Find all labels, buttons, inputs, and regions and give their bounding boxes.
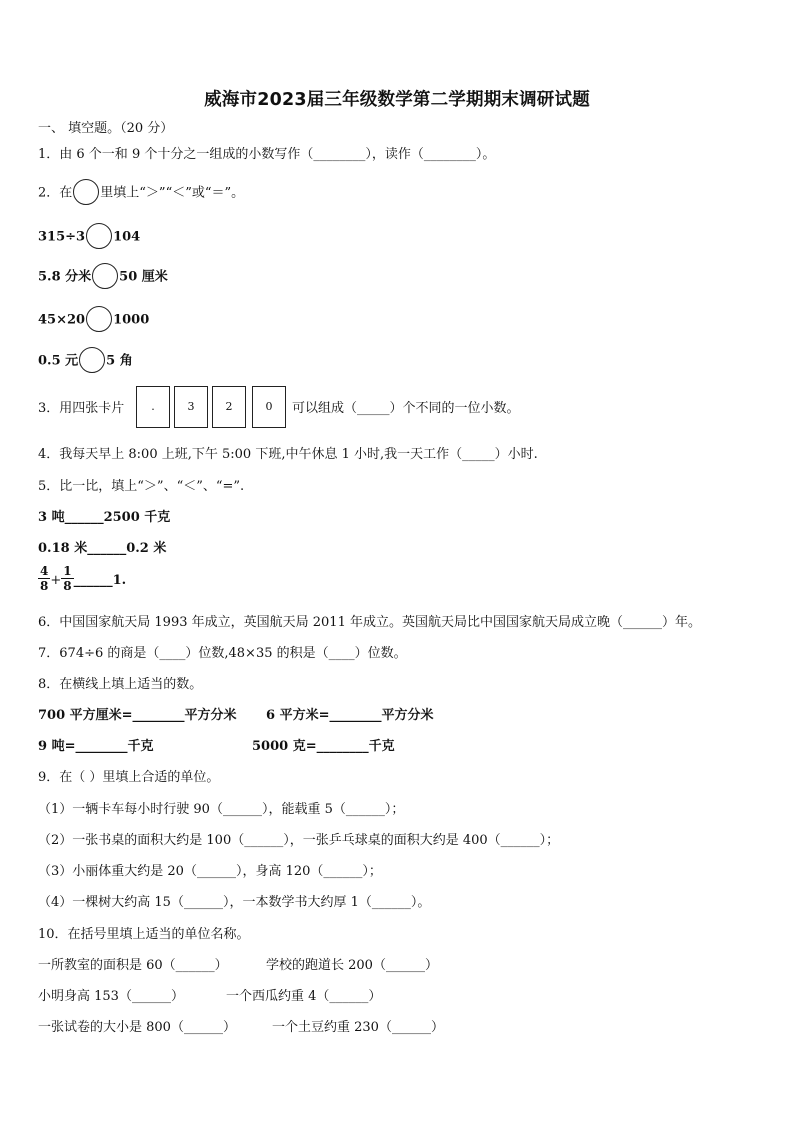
fraction xyxy=(38,564,50,593)
q2-item-4-left: 0.5 元 xyxy=(38,353,79,369)
answer-circle[interactable] xyxy=(86,306,112,332)
q8-item-a: 700 平方厘米=________平方分米 xyxy=(38,708,237,723)
q2-item-1 xyxy=(38,224,140,250)
answer-circle[interactable] xyxy=(73,179,99,205)
question-10-stem: 10．在括号里填上适当的单位名称。 xyxy=(38,927,250,942)
q3-pre: 3．用四张卡片 xyxy=(38,401,125,416)
q10-item-c: 小明身高 153（______） xyxy=(38,989,184,1004)
q2-item-3-right: 1000 xyxy=(113,312,150,328)
q2-item-2-left: 5.8 分米 xyxy=(38,269,92,285)
plus-sign: + xyxy=(50,573,62,588)
answer-circle[interactable] xyxy=(92,263,118,289)
q10-item-a: 一所教室的面积是 60（______） xyxy=(38,958,228,973)
question-8-stem: 8．在横线上填上适当的数。 xyxy=(38,677,203,692)
q2-item-3 xyxy=(38,307,149,333)
q10-item-f: 一个土豆约重 230（______） xyxy=(272,1020,444,1035)
q2-pre: 2．在 xyxy=(38,185,73,201)
q9-item-2: （2）一张书桌的面积大约是 100（______），一张乒乓球桌的面积大约是 400（______）； xyxy=(38,833,560,848)
q5-item-c xyxy=(38,566,126,595)
q3-post: 可以组成（_____）个不同的一位小数。 xyxy=(292,401,520,416)
answer-circle[interactable] xyxy=(86,223,112,249)
q10-item-d: 一个西瓜约重 4（______） xyxy=(226,989,382,1004)
q2-item-2-right: 50 厘米 xyxy=(119,269,168,285)
q2-item-4 xyxy=(38,348,133,374)
question-9-stem: 9．在（ ）里填上合适的单位。 xyxy=(38,770,220,785)
digit-card: 0 xyxy=(252,386,286,428)
page-title: 威海市2023届三年级数学第二学期期末调研试题 xyxy=(204,90,590,110)
question-5-stem: 5．比一比，填上“＞”、“＜”、“=”. xyxy=(38,479,245,494)
q5-item-b: 0.18 米______0.2 米 xyxy=(38,541,167,556)
q5-item-c-tail: ______1. xyxy=(73,573,127,588)
q2-item-1-right: 104 xyxy=(113,229,141,245)
question-2-stem xyxy=(38,180,244,206)
digit-card: . xyxy=(136,386,170,428)
q9-item-1: （1）一辆卡车每小时行驶 90（______），能载重 5（______）； xyxy=(38,802,405,817)
q8-item-c: 9 吨=________千克 xyxy=(38,739,154,754)
digit-card: 3 xyxy=(174,386,208,428)
fraction-numerator: 4 xyxy=(40,564,49,578)
q10-item-e: 一张试卷的大小是 800（______） xyxy=(38,1020,236,1035)
question-6: 6．中国国家航天局 1993 年成立，英国航天局 2011 年成立。英国航天局比中国国家航天局成立晚（______）年。 xyxy=(38,615,701,630)
q8-item-b: 6 平方米=________平方分米 xyxy=(266,708,434,723)
question-7: 7．674÷6 的商是（____）位数,48×35 的积是（____）位数。 xyxy=(38,646,407,661)
q9-item-4: （4）一棵树大约高 15（______），一本数学书大约厚 1（______）。 xyxy=(38,895,431,910)
q2-item-3-left: 45×20 xyxy=(38,312,86,328)
q2-item-4-right: 5 角 xyxy=(106,353,133,369)
fraction-denominator: 8 xyxy=(63,579,72,593)
q5-item-a: 3 吨______2500 千克 xyxy=(38,510,171,525)
q2-item-2 xyxy=(38,264,168,290)
q2-item-1-left: 315÷3 xyxy=(38,229,86,245)
fraction-denominator: 8 xyxy=(40,579,49,593)
fraction-numerator: 1 xyxy=(63,564,72,578)
q8-item-d: 5000 克=________千克 xyxy=(252,739,395,754)
digit-card: 2 xyxy=(212,386,246,428)
q9-item-3: （3）小丽体重大约是 20（______），身高 120（______）； xyxy=(38,864,382,879)
fraction xyxy=(61,564,73,593)
question-4: 4．我每天早上 8:00 上班,下午 5:00 下班,中午休息 1 小时,我一天工作（_____）小时. xyxy=(38,447,538,462)
section-heading: 一、 填空题。（20 分） xyxy=(38,121,174,136)
q2-post: 里填上“＞”“＜”或“＝”。 xyxy=(100,185,245,201)
q10-item-b: 学校的跑道长 200（______） xyxy=(266,958,438,973)
answer-circle[interactable] xyxy=(79,347,105,373)
question-1: 1．由 6 个一和 9 个十分之一组成的小数写作（________），读作（________）。 xyxy=(38,147,496,162)
